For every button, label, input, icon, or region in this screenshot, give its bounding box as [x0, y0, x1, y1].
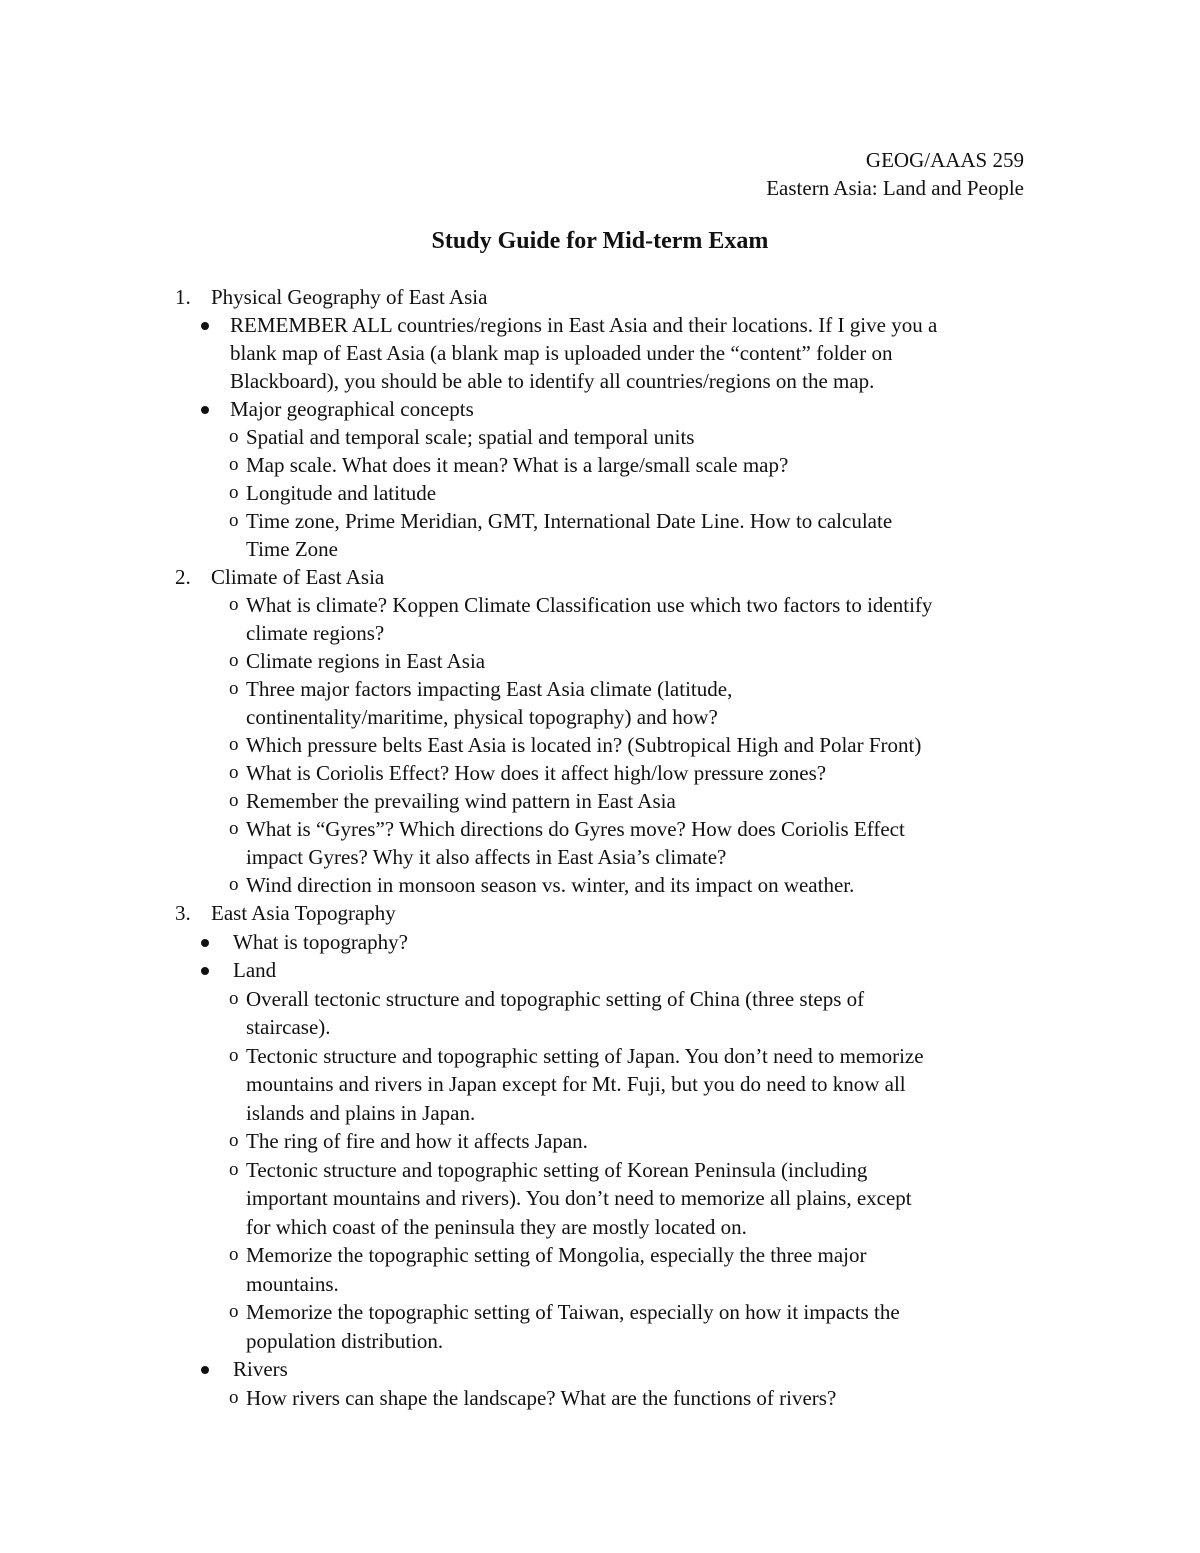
list-item — [0, 311, 1200, 339]
circle-bullet-icon: o — [229, 678, 239, 699]
course-header — [766, 146, 1024, 202]
circle-bullet-icon: o — [229, 650, 239, 671]
sub-item-text: Tectonic structure and topographic setting of Korean Peninsula (including — [246, 1157, 868, 1182]
sub-item-text: Three major factors impacting East Asia climate (latitude, — [246, 677, 733, 701]
sub-item-text: Climate regions in East Asia — [246, 649, 486, 673]
sub-item-continued — [0, 843, 1200, 871]
sub-item-text: Tectonic structure and topographic setting of Japan. You don’t need to memorize — [246, 1043, 924, 1068]
circle-bullet-icon: o — [229, 762, 239, 783]
sub-item — [0, 871, 1200, 899]
bullet-text: Land — [233, 958, 277, 982]
section-heading — [0, 899, 1200, 928]
sub-item — [0, 1384, 1200, 1413]
section-title: Physical Geography of East Asia — [211, 285, 488, 309]
sub-item-continued — [0, 1327, 1200, 1356]
section-number: 3. — [175, 901, 191, 925]
circle-bullet-icon: o — [229, 818, 239, 839]
sub-item-continued — [0, 1213, 1200, 1242]
circle-bullet-icon: o — [229, 987, 239, 1009]
sub-item — [0, 591, 1200, 619]
bullet-text: Blackboard), you should be able to identify all countries/regions on the map. — [230, 369, 875, 393]
bullet-text: REMEMBER ALL countries/regions in East Asia and their locations. If I give you a — [230, 313, 938, 337]
sub-item-text: Time Zone — [246, 537, 338, 561]
course-title: Eastern Asia: Land and People — [766, 176, 1024, 200]
sub-item-text: Memorize the topographic setting of Taiwan, especially on how it impacts the — [246, 1300, 900, 1324]
circle-bullet-icon: o — [229, 874, 239, 895]
bullet-text: Major geographical concepts — [230, 397, 474, 421]
sub-item-text: Longitude and latitude — [246, 481, 437, 505]
sub-item-text: population distribution. — [246, 1328, 444, 1353]
bullet-text: blank map of East Asia (a blank map is uploaded under the “content” folder on — [230, 341, 893, 365]
sub-item-text: impact Gyres? Why it also affects in East Asia’s climate? — [246, 845, 727, 869]
sub-item-text: Overall tectonic structure and topographic setting of China (three steps of — [246, 986, 865, 1011]
sub-item-continued — [0, 1184, 1200, 1213]
section-number: 2. — [175, 565, 191, 589]
circle-bullet-icon: o — [229, 1044, 239, 1066]
list-item — [0, 956, 1200, 985]
section-number: 1. — [175, 285, 191, 309]
sub-item-text: Wind direction in monsoon season vs. winter, and its impact on weather. — [246, 873, 855, 897]
sub-item — [0, 647, 1200, 675]
list-item — [0, 395, 1200, 423]
circle-bullet-icon: o — [229, 790, 239, 811]
sub-item-text: Remember the prevailing wind pattern in East Asia — [246, 789, 676, 813]
sub-item-continued — [0, 1070, 1200, 1099]
sub-item — [0, 675, 1200, 703]
sub-item — [0, 787, 1200, 815]
bullet-text: Rivers — [233, 1357, 288, 1381]
sub-item-text: Map scale. What does it mean? What is a large/small scale map? — [246, 453, 789, 477]
section-heading — [0, 563, 1200, 591]
sub-item-text: mountains and rivers in Japan except for Mt. Fuji, but you do need to know all — [246, 1072, 906, 1096]
circle-bullet-icon: o — [229, 734, 239, 755]
sub-item-text: Spatial and temporal scale; spatial and temporal units — [246, 425, 695, 449]
sub-item-text: What is climate? Koppen Climate Classification use which two factors to identify — [246, 593, 933, 617]
sub-item-continued — [0, 1013, 1200, 1042]
sub-item — [0, 1042, 1200, 1071]
sub-item-text: islands and plains in Japan. — [246, 1100, 476, 1125]
sub-item — [0, 731, 1200, 759]
sub-item — [0, 507, 1200, 535]
circle-bullet-icon: o — [229, 594, 239, 615]
sub-item-text: Which pressure belts East Asia is located in? (Subtropical High and Polar Front) — [246, 733, 922, 757]
sub-item — [0, 423, 1200, 451]
circle-bullet-icon: o — [229, 1158, 239, 1180]
circle-bullet-icon: o — [229, 1301, 239, 1322]
sub-item — [0, 985, 1200, 1014]
sub-item-text: The ring of fire and how it affects Japan. — [246, 1129, 588, 1153]
sub-item — [0, 451, 1200, 479]
sub-item — [0, 1127, 1200, 1156]
study-guide-list — [0, 283, 1200, 1412]
sub-item-text: Memorize the topographic setting of Mongolia, especially the three major — [246, 1243, 867, 1267]
circle-bullet-icon: o — [229, 1386, 239, 1408]
sub-item-text: for which coast of the peninsula they are mostly located on. — [246, 1214, 747, 1239]
circle-bullet-icon: o — [229, 426, 239, 447]
list-item-continued — [0, 339, 1200, 367]
circle-bullet-icon: o — [229, 1244, 239, 1265]
sub-item-text: continentality/maritime, physical topography) and how? — [246, 705, 718, 729]
sub-item-text: Time zone, Prime Meridian, GMT, International Date Line. How to calculate — [246, 509, 893, 533]
list-item-continued — [0, 367, 1200, 395]
circle-bullet-icon: o — [229, 510, 239, 531]
list-item — [0, 928, 1200, 957]
sub-item-continued — [0, 619, 1200, 647]
sub-item-text: What is Coriolis Effect? How does it affect high/low pressure zones? — [246, 761, 827, 785]
sub-item-text: mountains. — [246, 1271, 339, 1296]
circle-bullet-icon: o — [229, 482, 239, 503]
sub-item-continued — [0, 1099, 1200, 1128]
course-code: GEOG/AAAS 259 — [865, 148, 1024, 172]
sub-item — [0, 1298, 1200, 1327]
section-title: Climate of East Asia — [211, 565, 385, 589]
circle-bullet-icon: o — [229, 454, 239, 475]
sub-item-continued — [0, 535, 1200, 563]
sub-item-continued — [0, 703, 1200, 731]
circle-bullet-icon: o — [229, 1130, 239, 1151]
sub-item — [0, 1156, 1200, 1185]
sub-item — [0, 759, 1200, 787]
sub-item-text: climate regions? — [246, 621, 385, 645]
section-heading — [0, 283, 1200, 311]
bullet-text: What is topography? — [233, 929, 408, 954]
sub-item-text: staircase). — [246, 1015, 331, 1039]
sub-item — [0, 479, 1200, 507]
list-item — [0, 1355, 1200, 1384]
page-title: Study Guide for Mid-term Exam — [431, 228, 769, 254]
sub-item-text: What is “Gyres”? Which directions do Gyres move? How does Coriolis Effect — [246, 817, 905, 841]
sub-item-text: important mountains and rivers). You don’t need to memorize all plains, except — [246, 1186, 912, 1210]
sub-item-text: How rivers can shape the landscape? What are the functions of rivers? — [246, 1385, 837, 1410]
sub-item-continued — [0, 1270, 1200, 1299]
sub-item — [0, 1241, 1200, 1270]
sub-item — [0, 815, 1200, 843]
section-title: East Asia Topography — [211, 901, 396, 925]
